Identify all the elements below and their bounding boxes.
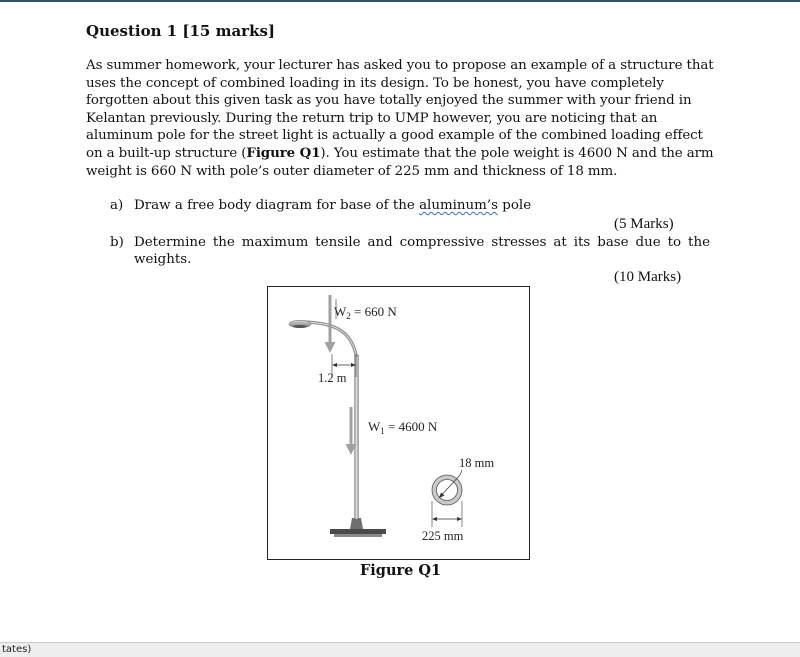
question-heading: Question 1 [15 marks] [86,22,276,40]
figure-q1-frame [267,286,530,560]
w2-arrow-head [325,342,336,353]
part-b-label: b) [110,235,124,250]
ground-shadow [334,534,382,537]
w2-label: $W_2 = 660$ N [334,304,397,321]
figure-reference: Figure Q1 [246,144,321,161]
thickness-leader-tail [460,470,462,475]
question-paragraph [86,57,718,180]
paragraph-text-start: As summer homework, your lecturer has asked you to propose an example of a structure that uses the concept of combined loading in its design. To be honest, you have completely forgotten about this given task as you have totally enjoyed the summer with your friend in Kelantan previously. During the return trip to UMP however, you are noticing that an aluminum pole for the street light is actually a good example of the combined loading effect on a built-up structure ( [86,58,714,161]
diameter-dim-arrow-left [432,517,437,521]
part-a-text [134,198,531,213]
lamp-lens [293,325,307,328]
w1-label: $W_1 = 4600$ N [368,419,438,436]
street-light-diagram [268,287,529,559]
part-a-marks: (5 Marks) [614,216,674,232]
part-a-text-end: pole [498,198,532,213]
part-a-label: a) [110,198,124,213]
arm-length-label: 1.2 m [318,371,347,385]
part-b-marks: (10 Marks) [614,269,682,285]
figure-caption: Figure Q1 [360,562,442,579]
pole-shaft [355,355,359,519]
pole-base-plate [350,518,363,529]
diameter-dim-arrow-right [457,517,462,521]
status-bar-text: tates) [2,644,32,655]
thickness-label: 18 mm [459,456,495,470]
part-a-text-start: Draw a free body diagram for base of the [134,198,420,213]
status-bar [0,642,800,657]
ground-base [330,529,386,534]
part-b-text: Determine the maximum tensile and compressive stresses at its base due to the weights. [134,235,710,267]
document-page [0,2,800,642]
spellcheck-flagged-word[interactable]: aluminum’s [419,198,499,213]
diameter-label: 225 mm [422,529,464,543]
paragraph-text-end: ). You estimate that the pole weight is 4600 N and the arm weight is 660 N with pole’s outer diameter of 225 mm and thickness of 18 mm. [86,145,714,179]
arm-dim-arrow-left [332,363,337,367]
